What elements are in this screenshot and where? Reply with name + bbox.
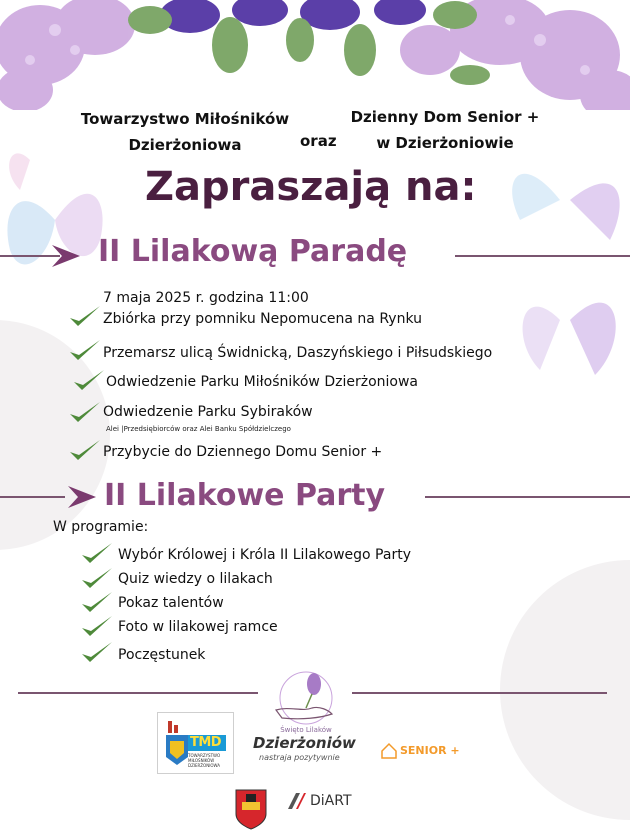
parade-sub-note: Alei |Przedsiębiorców oraz Alei Banku Spółdzielczego	[106, 425, 291, 433]
dzierzoniow-logo-slogan: nastraja pozytywnie	[259, 753, 340, 762]
check-icon	[80, 566, 114, 592]
home-icon	[380, 742, 398, 760]
check-icon	[68, 338, 102, 364]
check-icon	[68, 400, 102, 426]
organizer-left	[50, 106, 320, 158]
program-label: W programie:	[53, 519, 149, 535]
organizer-left-line1: Towarzystwo Miłośników	[80, 110, 290, 128]
chevron-right-icon	[66, 484, 100, 510]
divider-line	[455, 255, 630, 257]
party-item: Foto w lilakowej ramce	[118, 619, 278, 635]
party-item: Quiz wiedzy o lilakach	[118, 571, 273, 587]
check-icon	[80, 590, 114, 616]
diart-logo-text: DiART	[310, 793, 352, 809]
check-icon	[68, 438, 102, 464]
parade-item: Przybycie do Dziennego Domu Senior +	[103, 444, 383, 460]
tmd-logo	[157, 712, 234, 774]
party-item: Pokaz talentów	[118, 595, 224, 611]
tmd-logo-caption: TOWARZYSTWO MIŁOŚNIKÓW DZIERŻONIOWA	[188, 753, 221, 768]
lilac-festival-caption: Święto Lilaków	[280, 726, 332, 734]
diart-logo	[286, 791, 366, 813]
lilac-flowers-illustration	[0, 0, 630, 110]
divider-line	[18, 692, 258, 694]
check-icon	[68, 304, 102, 330]
party-heading: II Lilakowe Party	[104, 478, 386, 513]
page-title: Zapraszają na:	[145, 164, 477, 210]
check-icon	[72, 368, 106, 394]
chevron-right-icon	[50, 243, 86, 269]
lilac-hand-icon	[262, 668, 350, 730]
background-circle-right	[500, 560, 630, 820]
check-icon	[80, 640, 114, 666]
organizer-left-line2: Dzierżoniowa	[128, 136, 242, 154]
conjunction-text: oraz	[300, 132, 337, 150]
senior-plus-logo-text: SENIOR +	[400, 744, 460, 757]
dzierzoniow-logo	[253, 734, 363, 766]
check-icon	[80, 541, 114, 567]
party-item: Wybór Królowej i Króla II Lilakowego Party	[118, 547, 411, 563]
organizer-right-line2: w Dzierżoniowie	[376, 134, 514, 152]
coat-of-arms-icon	[234, 788, 268, 830]
parade-date: 7 maja 2025 r. godzina 11:00	[103, 290, 309, 306]
parade-heading: II Lilakową Paradę	[98, 234, 408, 269]
parade-item: Zbiórka przy pomniku Nepomucena na Rynku	[103, 311, 422, 327]
butterfly-right-illustration	[500, 140, 630, 390]
lilac-festival-logo	[262, 668, 350, 738]
senior-plus-logo	[380, 742, 460, 762]
divider-line	[425, 496, 630, 498]
organizer-right-line1: Dzienny Dom Senior +	[350, 108, 540, 126]
tmd-logo-text: TMD	[190, 735, 222, 750]
dzierzoniow-logo-name: Dzierżoniów	[253, 734, 356, 752]
divider-line	[352, 692, 607, 694]
parade-item: Odwiedzenie Parku Sybiraków	[103, 404, 313, 420]
parade-item: Przemarsz ulicą Świdnicką, Daszyńskiego i Piłsudskiego	[103, 345, 493, 361]
butterfly-left-illustration	[0, 140, 110, 300]
diart-mark-icon	[286, 791, 308, 811]
divider-line	[0, 496, 65, 498]
parade-item: Odwiedzenie Parku Miłośników Dzierżoniowa	[106, 374, 418, 390]
organizer-right	[330, 104, 560, 156]
check-icon	[80, 614, 114, 640]
party-item: Poczęstunek	[118, 647, 206, 663]
